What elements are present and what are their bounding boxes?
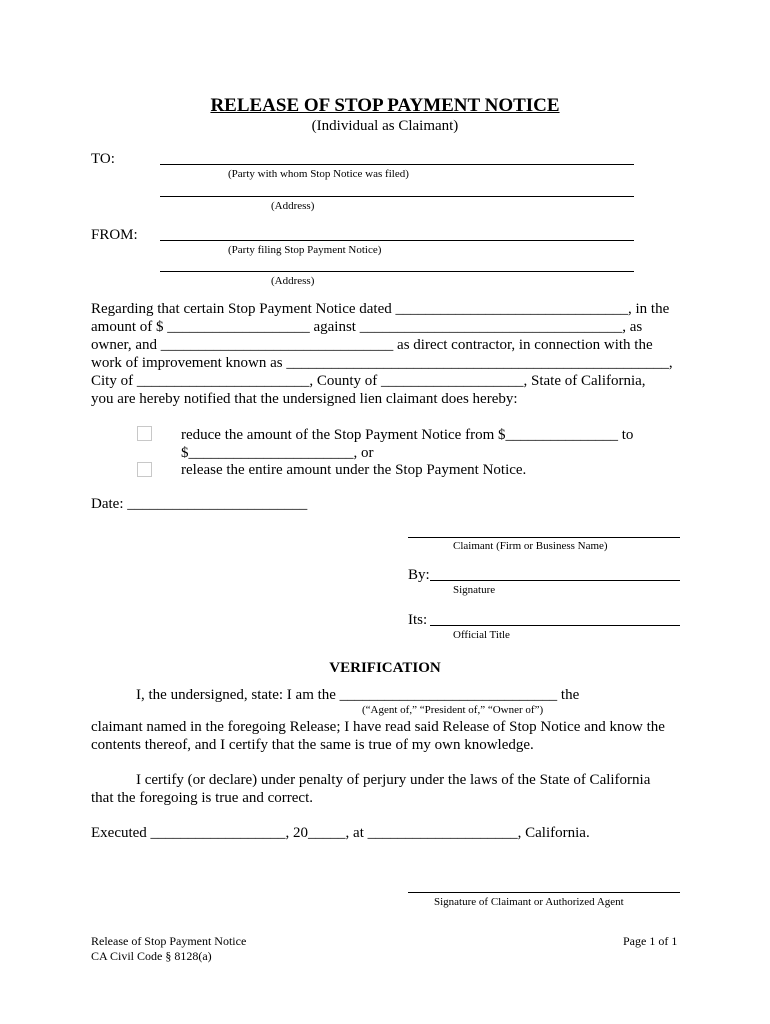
- verification-line: I, the undersigned, state: I am the _____________________________ the: [136, 687, 580, 703]
- title-caption: Official Title: [453, 629, 510, 641]
- perjury-line: that the foregoing is true and correct.: [91, 790, 313, 806]
- signature-caption: Signature: [453, 584, 496, 596]
- claimant-line[interactable]: [408, 537, 680, 538]
- release-option-label: release the entire amount under the Stop Payment Notice.: [181, 462, 527, 478]
- footer-code: CA Civil Code § 8128(a): [91, 949, 212, 963]
- agent-type-caption: (“Agent of,” “President of,” “Owner of”): [362, 704, 544, 716]
- footer-page-number: Page 1 of 1: [623, 934, 678, 948]
- body-line: work of improvement known as ___________________________________________________,: [91, 355, 673, 371]
- from-address-caption: (Address): [271, 275, 315, 287]
- to-party-caption: (Party with whom Stop Notice was filed): [228, 168, 409, 180]
- footer-doc-title: Release of Stop Payment Notice: [91, 934, 247, 948]
- executed-line: Executed __________________, 20_____, at ____________________, California.: [91, 825, 590, 841]
- by-label: By:: [408, 567, 430, 583]
- claimant-caption: Claimant (Firm or Business Name): [453, 540, 608, 552]
- to-label: TO:: [91, 151, 115, 167]
- from-address-line[interactable]: [160, 271, 634, 272]
- from-party-line[interactable]: [160, 240, 634, 241]
- perjury-line: I certify (or declare) under penalty of perjury under the laws of the State of California: [136, 772, 651, 788]
- its-label: Its:: [408, 612, 428, 628]
- reduce-option-amount: $______________________, or: [181, 445, 374, 461]
- body-line: Regarding that certain Stop Payment Notice dated _______________________________, in the: [91, 301, 670, 317]
- body-line: amount of $ ___________________ against ___________________________________, as: [91, 319, 643, 335]
- body-line: you are hereby notified that the undersigned lien claimant does hereby:: [91, 391, 518, 407]
- from-party-caption: (Party filing Stop Payment Notice): [228, 244, 382, 256]
- release-checkbox[interactable]: [137, 462, 152, 477]
- body-line: owner, and _______________________________ as direct contractor, in connection with the: [91, 337, 653, 353]
- document-subtitle: (Individual as Claimant): [311, 118, 459, 134]
- from-label: FROM:: [91, 227, 138, 243]
- signature-line[interactable]: [430, 580, 680, 581]
- to-address-caption: (Address): [271, 200, 315, 212]
- reduce-checkbox[interactable]: [137, 426, 152, 441]
- to-address-line[interactable]: [160, 196, 634, 197]
- reduce-option-label: reduce the amount of the Stop Payment Notice from $_______________ to: [181, 427, 634, 443]
- to-party-line[interactable]: [160, 164, 634, 165]
- agent-signature-line[interactable]: [408, 892, 680, 893]
- title-line[interactable]: [430, 625, 680, 626]
- verification-heading: VERIFICATION: [329, 660, 441, 676]
- verification-line: contents thereof, and I certify that the same is true of my own knowledge.: [91, 737, 534, 753]
- document-title: RELEASE OF STOP PAYMENT NOTICE: [210, 95, 560, 116]
- agent-signature-caption: Signature of Claimant or Authorized Agent: [434, 896, 624, 908]
- verification-line: claimant named in the foregoing Release; I have read said Release of Stop Notice and know the: [91, 719, 665, 735]
- body-line: City of _______________________, County of ___________________, State of California,: [91, 373, 646, 389]
- date-field[interactable]: Date: ________________________: [91, 496, 308, 512]
